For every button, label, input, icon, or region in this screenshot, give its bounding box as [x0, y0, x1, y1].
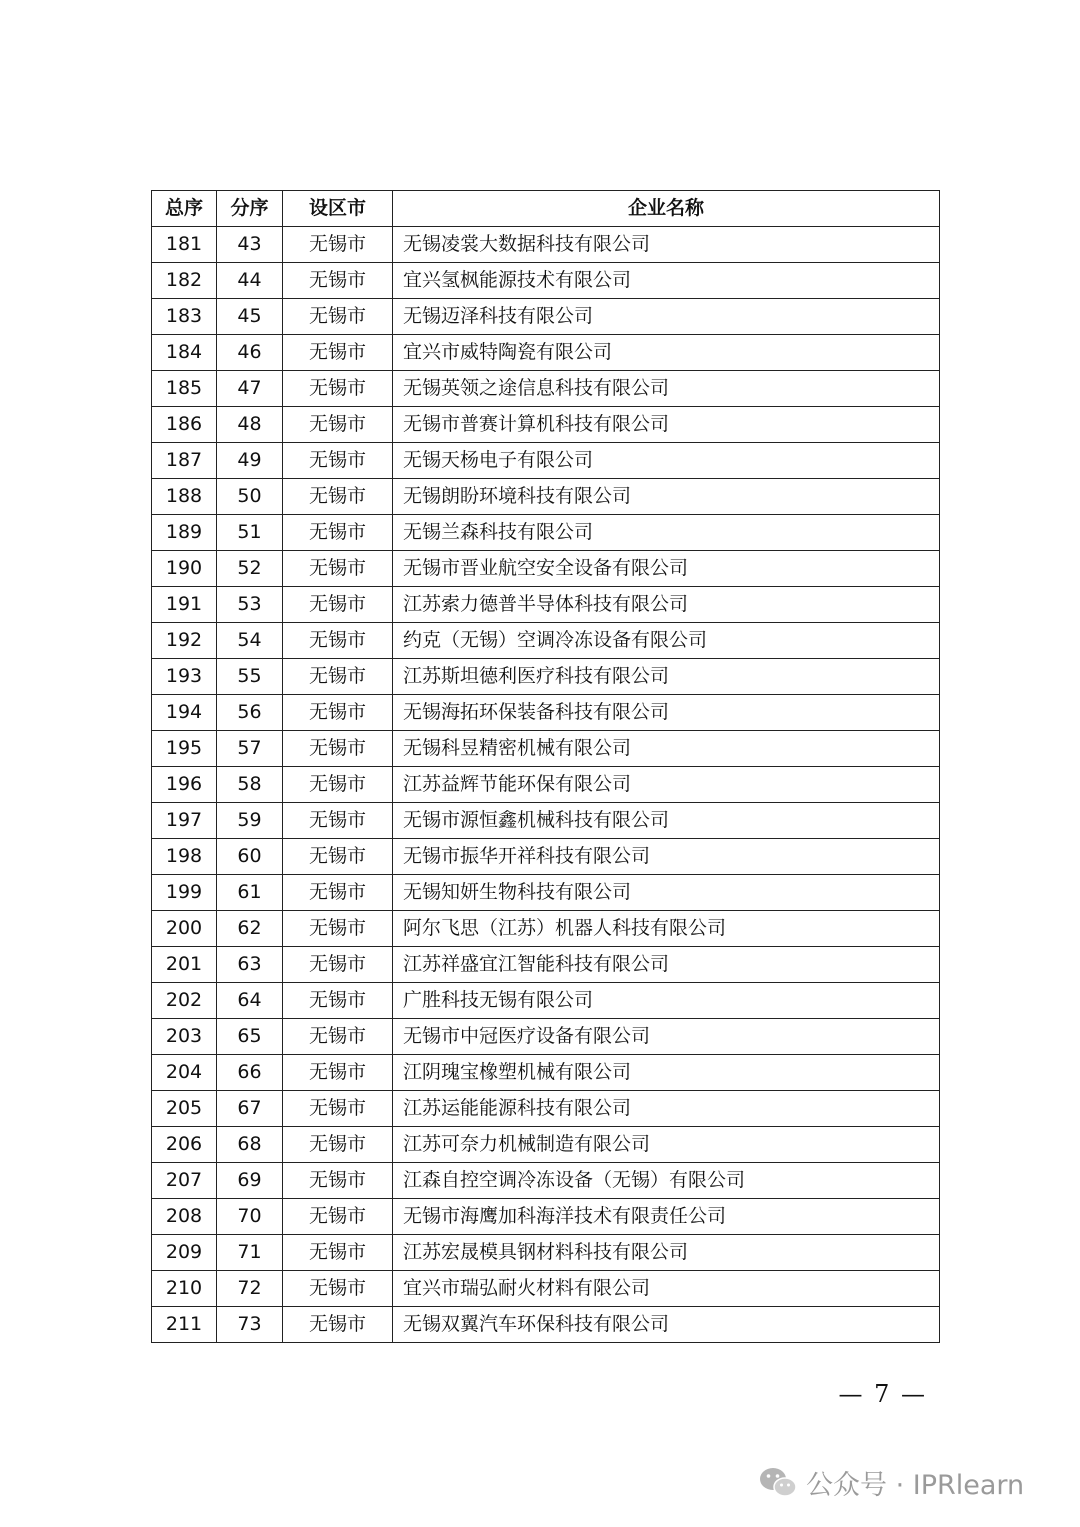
watermark: [758, 1462, 1024, 1502]
table-row: [152, 515, 940, 551]
table-row: [152, 587, 940, 623]
page-number: — 7 —: [838, 1380, 927, 1408]
table-row: [152, 479, 940, 515]
cell-total-index: 208: [152, 1199, 217, 1235]
table-row: [152, 623, 940, 659]
table-row: [152, 911, 940, 947]
cell-city: 无锡市: [283, 767, 393, 803]
cell-total-index: 193: [152, 659, 217, 695]
cell-company-name: 无锡凌裳大数据科技有限公司: [393, 227, 940, 263]
cell-company-name: 江苏可奈力机械制造有限公司: [393, 1127, 940, 1163]
cell-city: 无锡市: [283, 839, 393, 875]
cell-sub-index: 58: [217, 767, 283, 803]
cell-sub-index: 67: [217, 1091, 283, 1127]
table-row: [152, 1091, 940, 1127]
cell-city: 无锡市: [283, 911, 393, 947]
table-header: [152, 191, 940, 227]
cell-city: 无锡市: [283, 1127, 393, 1163]
cell-city: 无锡市: [283, 731, 393, 767]
table-row: [152, 227, 940, 263]
table-row: [152, 839, 940, 875]
cell-company-name: 无锡迈泽科技有限公司: [393, 299, 940, 335]
cell-company-name: 无锡海拓环保装备科技有限公司: [393, 695, 940, 731]
cell-city: 无锡市: [283, 1055, 393, 1091]
cell-total-index: 184: [152, 335, 217, 371]
cell-company-name: 广胜科技无锡有限公司: [393, 983, 940, 1019]
cell-sub-index: 60: [217, 839, 283, 875]
table-row: [152, 1127, 940, 1163]
cell-total-index: 200: [152, 911, 217, 947]
cell-sub-index: 47: [217, 371, 283, 407]
cell-total-index: 192: [152, 623, 217, 659]
cell-city: 无锡市: [283, 1307, 393, 1343]
table-row: [152, 335, 940, 371]
table-row: [152, 875, 940, 911]
table-row: [152, 731, 940, 767]
cell-total-index: 196: [152, 767, 217, 803]
table-row: [152, 443, 940, 479]
cell-company-name: 无锡兰森科技有限公司: [393, 515, 940, 551]
table-row: [152, 263, 940, 299]
cell-sub-index: 69: [217, 1163, 283, 1199]
cell-company-name: 无锡科昱精密机械有限公司: [393, 731, 940, 767]
table-row: [152, 1235, 940, 1271]
cell-city: 无锡市: [283, 515, 393, 551]
table-row: [152, 1055, 940, 1091]
cell-sub-index: 57: [217, 731, 283, 767]
cell-company-name: 无锡市振华开祥科技有限公司: [393, 839, 940, 875]
header-sub-index: 分序: [217, 191, 283, 227]
cell-city: 无锡市: [283, 1199, 393, 1235]
cell-company-name: 无锡市海鹰加科海洋技术有限责任公司: [393, 1199, 940, 1235]
table-row: [152, 695, 940, 731]
cell-company-name: 江苏祥盛宜江智能科技有限公司: [393, 947, 940, 983]
cell-total-index: 188: [152, 479, 217, 515]
table-body: [152, 227, 940, 1343]
cell-total-index: 185: [152, 371, 217, 407]
cell-total-index: 205: [152, 1091, 217, 1127]
cell-total-index: 202: [152, 983, 217, 1019]
cell-city: 无锡市: [283, 875, 393, 911]
cell-total-index: 197: [152, 803, 217, 839]
cell-city: 无锡市: [283, 1235, 393, 1271]
cell-company-name: 无锡天杨电子有限公司: [393, 443, 940, 479]
cell-total-index: 186: [152, 407, 217, 443]
cell-sub-index: 55: [217, 659, 283, 695]
cell-total-index: 194: [152, 695, 217, 731]
cell-company-name: 宜兴市威特陶瓷有限公司: [393, 335, 940, 371]
cell-total-index: 207: [152, 1163, 217, 1199]
cell-company-name: 阿尔飞思（江苏）机器人科技有限公司: [393, 911, 940, 947]
cell-city: 无锡市: [283, 479, 393, 515]
cell-sub-index: 71: [217, 1235, 283, 1271]
table-row: [152, 407, 940, 443]
cell-sub-index: 51: [217, 515, 283, 551]
cell-company-name: 江苏益辉节能环保有限公司: [393, 767, 940, 803]
table-row: [152, 767, 940, 803]
cell-sub-index: 56: [217, 695, 283, 731]
cell-company-name: 无锡英领之途信息科技有限公司: [393, 371, 940, 407]
cell-sub-index: 62: [217, 911, 283, 947]
cell-city: 无锡市: [283, 263, 393, 299]
cell-sub-index: 61: [217, 875, 283, 911]
cell-total-index: 211: [152, 1307, 217, 1343]
cell-total-index: 191: [152, 587, 217, 623]
cell-city: 无锡市: [283, 1091, 393, 1127]
cell-sub-index: 73: [217, 1307, 283, 1343]
cell-city: 无锡市: [283, 407, 393, 443]
watermark-text: 公众号 · IPRlearn: [806, 1469, 1025, 1501]
cell-company-name: 宜兴市瑞弘耐火材料有限公司: [393, 1271, 940, 1307]
cell-company-name: 无锡双翼汽车环保科技有限公司: [393, 1307, 940, 1343]
cell-sub-index: 65: [217, 1019, 283, 1055]
cell-company-name: 江苏索力德普半导体科技有限公司: [393, 587, 940, 623]
cell-sub-index: 66: [217, 1055, 283, 1091]
table-row: [152, 1019, 940, 1055]
header-city: 设区市: [283, 191, 393, 227]
cell-sub-index: 63: [217, 947, 283, 983]
cell-total-index: 198: [152, 839, 217, 875]
cell-company-name: 江苏斯坦德利医疗科技有限公司: [393, 659, 940, 695]
cell-company-name: 无锡市源恒鑫机械科技有限公司: [393, 803, 940, 839]
cell-city: 无锡市: [283, 227, 393, 263]
table-row: [152, 1163, 940, 1199]
cell-total-index: 201: [152, 947, 217, 983]
cell-company-name: 约克（无锡）空调冷冻设备有限公司: [393, 623, 940, 659]
cell-sub-index: 59: [217, 803, 283, 839]
cell-sub-index: 52: [217, 551, 283, 587]
cell-city: 无锡市: [283, 551, 393, 587]
cell-company-name: 江森自控空调冷冻设备（无锡）有限公司: [393, 1163, 940, 1199]
cell-city: 无锡市: [283, 947, 393, 983]
cell-total-index: 190: [152, 551, 217, 587]
cell-total-index: 187: [152, 443, 217, 479]
cell-city: 无锡市: [283, 1019, 393, 1055]
cell-city: 无锡市: [283, 299, 393, 335]
cell-company-name: 宜兴氢枫能源技术有限公司: [393, 263, 940, 299]
cell-city: 无锡市: [283, 587, 393, 623]
cell-city: 无锡市: [283, 983, 393, 1019]
cell-total-index: 189: [152, 515, 217, 551]
cell-sub-index: 44: [217, 263, 283, 299]
table-row: [152, 983, 940, 1019]
cell-total-index: 204: [152, 1055, 217, 1091]
cell-total-index: 210: [152, 1271, 217, 1307]
cell-sub-index: 43: [217, 227, 283, 263]
table-row: [152, 551, 940, 587]
header-company-name: 企业名称: [393, 191, 940, 227]
cell-sub-index: 50: [217, 479, 283, 515]
table-row: [152, 1271, 940, 1307]
wechat-icon: [758, 1465, 798, 1499]
cell-company-name: 无锡朗盼环境科技有限公司: [393, 479, 940, 515]
cell-total-index: 195: [152, 731, 217, 767]
header-row: [152, 191, 940, 227]
cell-company-name: 江苏宏晟模具钢材料科技有限公司: [393, 1235, 940, 1271]
header-total-index: 总序: [152, 191, 217, 227]
cell-sub-index: 48: [217, 407, 283, 443]
table-row: [152, 1199, 940, 1235]
cell-sub-index: 46: [217, 335, 283, 371]
cell-sub-index: 49: [217, 443, 283, 479]
cell-total-index: 182: [152, 263, 217, 299]
cell-total-index: 199: [152, 875, 217, 911]
cell-total-index: 206: [152, 1127, 217, 1163]
table-row: [152, 947, 940, 983]
cell-city: 无锡市: [283, 1271, 393, 1307]
cell-sub-index: 68: [217, 1127, 283, 1163]
cell-sub-index: 45: [217, 299, 283, 335]
cell-city: 无锡市: [283, 695, 393, 731]
table-row: [152, 1307, 940, 1343]
cell-city: 无锡市: [283, 659, 393, 695]
cell-sub-index: 53: [217, 587, 283, 623]
cell-company-name: 无锡知妍生物科技有限公司: [393, 875, 940, 911]
cell-total-index: 203: [152, 1019, 217, 1055]
cell-company-name: 江苏运能能源科技有限公司: [393, 1091, 940, 1127]
cell-company-name: 江阴瑰宝橡塑机械有限公司: [393, 1055, 940, 1091]
cell-company-name: 无锡市中冠医疗设备有限公司: [393, 1019, 940, 1055]
cell-sub-index: 72: [217, 1271, 283, 1307]
table-row: [152, 803, 940, 839]
cell-city: 无锡市: [283, 1163, 393, 1199]
table-row: [152, 659, 940, 695]
cell-city: 无锡市: [283, 371, 393, 407]
cell-total-index: 181: [152, 227, 217, 263]
cell-city: 无锡市: [283, 623, 393, 659]
cell-sub-index: 54: [217, 623, 283, 659]
cell-city: 无锡市: [283, 443, 393, 479]
table-row: [152, 299, 940, 335]
cell-sub-index: 64: [217, 983, 283, 1019]
cell-company-name: 无锡市普赛计算机科技有限公司: [393, 407, 940, 443]
cell-company-name: 无锡市晋业航空安全设备有限公司: [393, 551, 940, 587]
cell-city: 无锡市: [283, 803, 393, 839]
enterprise-list-table: [151, 190, 940, 1343]
cell-total-index: 209: [152, 1235, 217, 1271]
table-row: [152, 371, 940, 407]
cell-total-index: 183: [152, 299, 217, 335]
cell-city: 无锡市: [283, 335, 393, 371]
cell-sub-index: 70: [217, 1199, 283, 1235]
